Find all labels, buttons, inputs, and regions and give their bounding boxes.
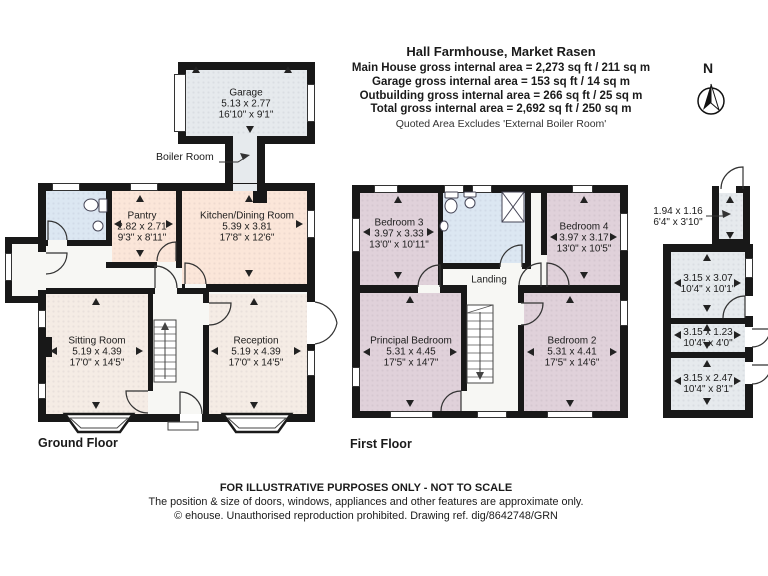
dim-arrow: [610, 233, 617, 241]
dim-arrow: [50, 347, 57, 355]
wall: [148, 294, 153, 391]
dim-arrow: [703, 342, 711, 349]
doorway: [233, 184, 257, 191]
wall: [525, 193, 531, 269]
garage-label: Garage 5.13 x 2.77 16'10" x 9'1": [218, 87, 274, 121]
kitchen-label: Kitchen/Dining Room 5.39 x 3.81 17'8" x 12'6": [200, 210, 294, 244]
bedroom3-label: Bedroom 3 3.97 x 3.33 13'0" x 10'11": [369, 217, 429, 251]
window: [547, 411, 593, 418]
dim-arrow: [734, 331, 741, 339]
dim-arrow: [166, 220, 173, 228]
doorway: [38, 252, 46, 290]
dim-arrow: [394, 272, 402, 279]
dim-arrow: [363, 228, 370, 236]
dim-arrow: [566, 400, 574, 407]
room-bathroom: [443, 193, 525, 263]
dim-arrow: [363, 348, 370, 356]
window: [620, 300, 628, 326]
wall: [518, 325, 524, 411]
porch-interior: [12, 244, 38, 296]
wall: [106, 191, 112, 246]
wall: [541, 193, 547, 255]
french-door: [315, 323, 337, 344]
first-floor-label: First Floor: [350, 437, 412, 451]
page-title: Hall Farmhouse, Market Rasen: [406, 44, 596, 59]
dim-arrow: [527, 348, 534, 356]
wall: [518, 285, 621, 293]
wall: [438, 263, 500, 269]
area-line: Garage gross internal area = 153 sq ft / 14 sq m: [372, 75, 630, 88]
dim-arrow: [250, 298, 258, 305]
copyright-line: © ehouse. Unauthorised reproduction prohibited. Drawing ref. dig/8642748/GRN: [174, 509, 558, 522]
dim-arrow: [406, 400, 414, 407]
dim-arrow: [211, 347, 218, 355]
window: [52, 183, 80, 191]
title-block: [320, 44, 682, 130]
dim-arrow: [674, 331, 681, 339]
dim-arrow: [734, 377, 741, 385]
disclaimer-line: FOR ILLUSTRATIVE PURPOSES ONLY - NOT TO SCALE: [219, 482, 513, 494]
compass-icon: [698, 84, 724, 114]
window: [352, 367, 360, 387]
room-wc: [46, 191, 106, 240]
dim-arrow: [726, 232, 734, 239]
dim-arrow: [245, 270, 253, 277]
wall: [46, 240, 48, 246]
wall: [440, 285, 467, 293]
wall: [360, 285, 418, 293]
window: [307, 210, 315, 238]
outbuilding3-label: 3.15 x 1.23 10'4" x 4'0": [683, 327, 733, 349]
area-line: Outbuilding gross internal area = 266 sq ft / 25 sq m: [359, 89, 643, 102]
door-step: [168, 422, 198, 430]
window: [5, 253, 12, 281]
window: [130, 183, 158, 191]
dim-arrow: [250, 402, 258, 409]
dim-arrow: [246, 126, 254, 133]
dim-arrow: [580, 272, 588, 279]
wall: [522, 263, 531, 269]
pantry-label: Pantry 2.82 x 2.71 9'3" x 8'11": [117, 210, 167, 244]
dim-arrow: [703, 398, 711, 405]
wall: [106, 262, 157, 268]
window: [352, 218, 360, 252]
dim-arrow: [734, 279, 741, 287]
dim-arrow: [284, 66, 292, 73]
dim-arrow: [245, 195, 253, 202]
boiler-room-label: Boiler Room: [156, 151, 214, 163]
window: [390, 411, 433, 418]
footer-disclaimer: [0, 482, 732, 523]
bedroom2-label: Bedroom 2 5.31 x 4.41 17'5" x 14'6": [544, 335, 600, 369]
dim-arrow: [192, 66, 200, 73]
doorway: [307, 302, 315, 344]
wall: [203, 288, 209, 303]
outbuilding4-label: 3.15 x 2.47 10'4" x 8'1": [683, 373, 733, 395]
dim-arrow: [450, 348, 457, 356]
dim-arrow: [550, 233, 557, 241]
wall: [203, 325, 209, 414]
dim-arrow: [566, 296, 574, 303]
wall: [46, 288, 155, 294]
disclaimer-line: The position & size of doors, windows, appliances and other features are approximate only.: [148, 496, 584, 508]
area-line: Total gross internal area = 2,692 sq ft / 250 sq m: [370, 103, 632, 116]
dim-arrow: [703, 254, 711, 261]
window: [38, 383, 46, 399]
doorway: [745, 362, 753, 384]
dim-arrow: [674, 377, 681, 385]
ground-floor-label: Ground Floor: [38, 436, 118, 450]
doorway: [745, 296, 753, 316]
doorway: [719, 186, 736, 193]
chimney-breast: [253, 191, 267, 203]
wall: [438, 193, 443, 285]
window: [374, 185, 398, 193]
window: [745, 258, 753, 278]
wall: [461, 293, 467, 391]
dim-arrow: [610, 348, 617, 356]
dim-arrow: [136, 195, 144, 202]
dim-arrow: [703, 324, 711, 331]
window: [572, 185, 593, 193]
landing-label: Landing: [471, 274, 507, 286]
window: [38, 310, 46, 328]
window: [307, 350, 315, 376]
reception-label: Reception 5.19 x 4.39 17'0" x 14'5": [228, 335, 284, 369]
window: [477, 411, 507, 418]
dim-arrow: [394, 196, 402, 203]
window: [472, 185, 492, 193]
dim-arrow: [703, 360, 711, 367]
dim-arrow: [114, 220, 121, 228]
bedroom4-label: Bedroom 4 3.97 x 3.17 13'0" x 10'5": [556, 221, 612, 255]
wall: [67, 240, 112, 246]
principal-bedroom-label: Principal Bedroom 5.31 x 4.45 17'5" x 14'7": [370, 335, 452, 369]
dim-arrow: [92, 402, 100, 409]
window: [620, 213, 628, 251]
wall: [176, 191, 182, 268]
dim-arrow: [296, 220, 303, 228]
dim-arrow: [136, 347, 143, 355]
window: [307, 84, 315, 122]
dim-arrow: [427, 228, 434, 236]
area-note: Quoted Area Excludes 'External Boiler Room': [395, 118, 607, 131]
dim-arrow: [294, 347, 301, 355]
dim-arrow: [726, 196, 734, 203]
dim-arrow: [406, 296, 414, 303]
sitting-room-label: Sitting Room 5.19 x 4.39 17'0" x 14'5": [68, 335, 126, 369]
french-door: [315, 302, 337, 323]
dim-arrow: [674, 279, 681, 287]
window: [444, 185, 464, 193]
wall: [206, 284, 307, 292]
dim-arrow: [92, 298, 100, 305]
compass-label: N: [703, 60, 714, 76]
garage-door: [174, 74, 186, 132]
wall: [518, 293, 524, 303]
area-line: Main House gross internal area = 2,273 sq ft / 211 sq m: [351, 62, 651, 74]
dim-arrow: [580, 196, 588, 203]
dim-arrow: [136, 250, 144, 257]
door-arc: [752, 329, 768, 347]
dim-arrow: [703, 305, 711, 312]
outbuilding2-label: 3.15 x 3.07 10'4" x 10'1": [680, 273, 736, 295]
wall: [177, 288, 203, 294]
door-arc: [752, 365, 768, 384]
front-doorway: [180, 414, 202, 422]
doorway: [745, 327, 753, 347]
outbuilding1-label: 1.94 x 1.16 6'4" x 3'10": [653, 206, 703, 228]
